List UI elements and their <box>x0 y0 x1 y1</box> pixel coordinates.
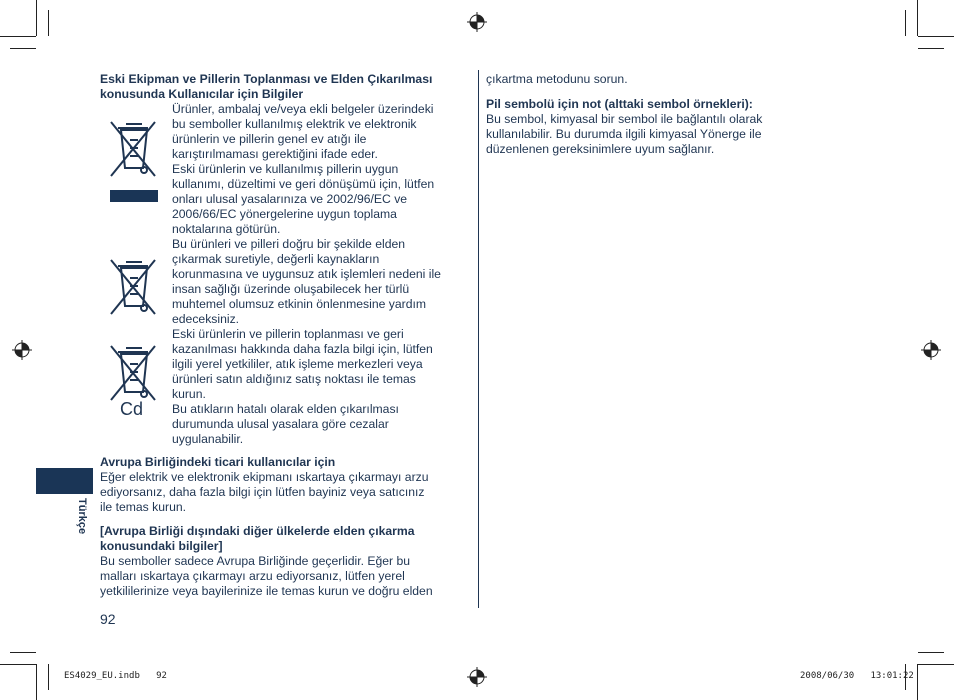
column-divider <box>478 70 479 608</box>
language-label: Türkçe <box>76 498 88 535</box>
crop-mark <box>918 48 944 49</box>
registration-mark-icon <box>467 667 487 687</box>
crop-mark <box>0 664 36 665</box>
battery-note-text: Bu sembol, kimyasal bir sembol ile bağlantılı olarak kullanılabilir. Bu durumda ilgili kimyasal Yönerge ile düzenlenen gereksinimlere uyum sağlanır. <box>486 112 763 156</box>
language-tab <box>36 468 93 494</box>
crop-mark <box>48 10 49 36</box>
crop-mark <box>918 652 944 653</box>
battery-note-heading: Pil sembolü için not (alttaki sembol örnekleri): <box>486 97 753 111</box>
registration-mark-icon <box>921 340 941 360</box>
crop-mark <box>917 664 918 700</box>
crossed-out-wheeled-bin-cd-icon <box>108 342 160 404</box>
continuation-text: çıkartma metodunu sorun. <box>486 72 628 86</box>
crop-mark <box>10 48 36 49</box>
cadmium-label: Cd <box>120 399 144 419</box>
crop-mark <box>917 0 918 36</box>
eu-business-heading: Avrupa Birliğindeki ticari kullanıcılar için <box>100 455 336 469</box>
footer-datetime: 2008/06/30 13:01:22 <box>800 671 914 681</box>
non-eu-text: Bu semboller sadece Avrupa Birliğinde geçerlidir. Eğer bu malları ıskartaya çıkarmayı arzu ediyorsanız, lütfen yerel yetkililerinize veya bayilerinize ile temas kurun ve doğru elden <box>100 554 433 598</box>
page-number: 92 <box>100 611 116 627</box>
crop-mark <box>0 36 36 37</box>
section-heading: Eski Ekipman ve Pillerin Toplanması ve Elden Çıkarılması konusunda Kullanıcılar için Bilgiler <box>100 72 433 101</box>
crossed-out-wheeled-bin-with-bar-icon <box>108 118 160 204</box>
crop-mark <box>10 652 36 653</box>
disposal-info-text: Ürünler, ambalaj ve/veya ekli belgeler üzerindeki bu semboller kullanılmış elektrik ve elektronik ürünlerin ve pillerin genel ev atığı ile karıştırılmaması gerektiğini ifade eder. Eski ürünlerin ve kullanılmış pillerin uygun kullanımı, düzeltimi ve geri dönüşümü için, lütfen onları ulusal yasalarınıza ve 2002/96/EC ve 2006/66/EC yönergelerine uygun toplama noktalarına götürün. Bu ürünleri ve pilleri doğru bir şekilde elden çıkarmak suretiyle, değerli kaynakların korunmasına ve uygunsuz atık işlemleri nedeni ile insan sağlığı üzerinde oluşabilecek her türlü muhtemel olumsuz etkinin önlenmesine yardım edeceksiniz. Eski ürünlerin ve pillerin toplanması ve geri kazanılması hakkında daha fazla bilgi için, lütfen ilgili yerel yetkililer, atık işleme merkezleri veya ürünleri satın aldığınız satış noktası ile temas kurun. Bu atıkların hatalı olarak elden çıkarılması durumunda ulusal yasalara göre cezalar uygulanabilir. <box>172 102 441 446</box>
eu-business-text: Eğer elektrik ve elektronik ekipmanı ıskartaya çıkarmayı arzu ediyorsanız, daha fazla bilgi için lütfen bayiniz veya satıcınız ile temas kurun. <box>100 470 429 514</box>
crop-mark <box>918 36 954 37</box>
crop-mark <box>905 10 906 36</box>
crop-mark <box>48 664 49 690</box>
crop-mark <box>36 0 37 36</box>
crop-mark <box>918 664 954 665</box>
footer-filename: ES4029_EU.indb 92 <box>64 671 167 681</box>
non-eu-heading: [Avrupa Birliği dışındaki diğer ülkelerde elden çıkarma konusundaki bilgiler] <box>100 524 415 553</box>
crop-mark <box>36 664 37 700</box>
registration-mark-icon <box>12 340 32 360</box>
crossed-out-wheeled-bin-icon <box>108 256 160 318</box>
registration-mark-icon <box>467 12 487 32</box>
